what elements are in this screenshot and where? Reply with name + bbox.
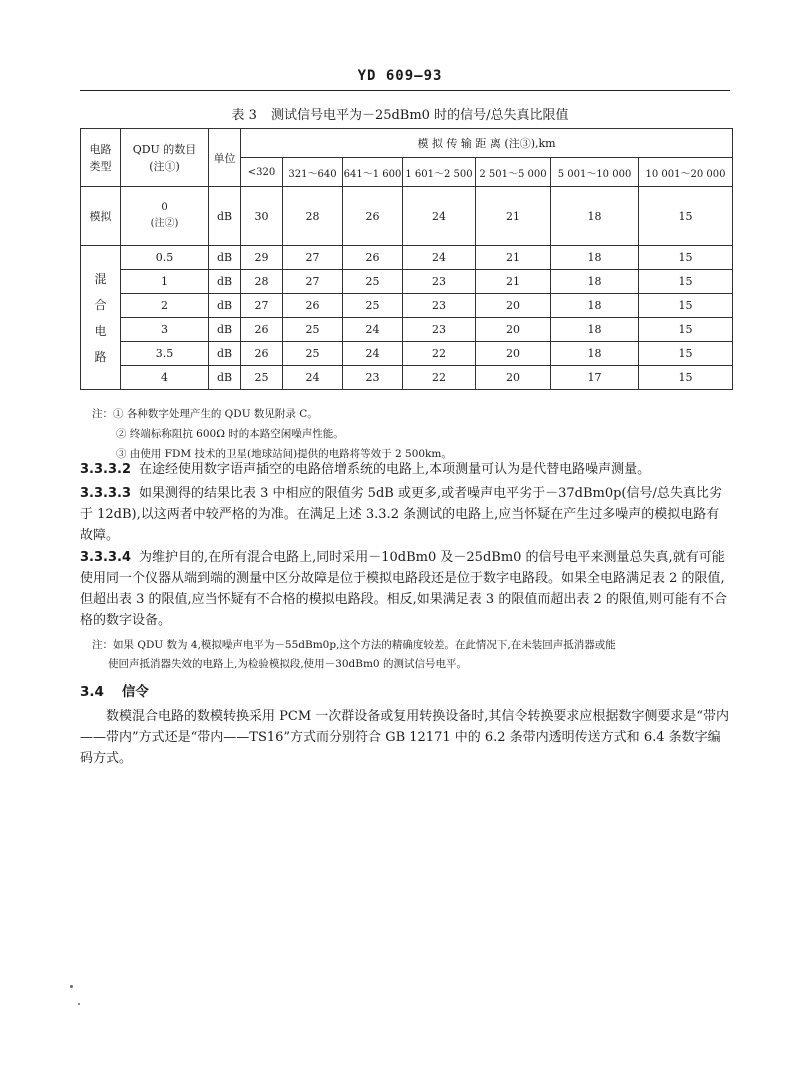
header-qdu-count: QDU 的数目 (注①)	[121, 129, 209, 187]
value-cell: 24	[403, 246, 476, 270]
value-cell: 18	[551, 318, 639, 342]
note-line: 使回声抵消器失效的电路上,为检验模拟段,使用－30dBm0 的测试信号电平。	[108, 658, 467, 670]
value-cell: 15	[639, 366, 733, 390]
circuit-type-cell: 模拟	[81, 187, 121, 246]
value-cell: 23	[343, 366, 403, 390]
unit-cell: dB	[209, 318, 241, 342]
value-cell: 26	[283, 294, 343, 318]
value-cell: 22	[403, 342, 476, 366]
note-1: 注：① 各种数字处理产生的 QDU 数见附录 C。	[92, 408, 318, 420]
value-cell: 24	[403, 187, 476, 246]
value-cell: 15	[639, 246, 733, 270]
qdu-cell: 3	[121, 318, 209, 342]
value-cell: 25	[343, 270, 403, 294]
value-cell: 15	[639, 294, 733, 318]
qdu-cell: 1	[121, 270, 209, 294]
table-row-mixed	[81, 318, 733, 342]
section-number: 3.4	[80, 684, 104, 700]
header-circuit-type: 电路 类型	[81, 129, 121, 187]
sdr-limits-table	[80, 128, 733, 390]
unit-cell: dB	[209, 246, 241, 270]
qdu-cell: 0.5	[121, 246, 209, 270]
distance-col: 641～1 600	[343, 158, 403, 187]
qdu-cell: 3.5	[121, 342, 209, 366]
value-cell: 21	[476, 246, 551, 270]
value-cell: 18	[551, 270, 639, 294]
value-cell: 26	[241, 318, 283, 342]
unit-cell: dB	[209, 342, 241, 366]
value-cell: 29	[241, 246, 283, 270]
value-cell: 18	[551, 246, 639, 270]
value-cell: 23	[403, 318, 476, 342]
qdu-cell: 0 (注②)	[121, 187, 209, 246]
value-cell: 23	[403, 270, 476, 294]
value-cell: 24	[283, 366, 343, 390]
value-cell: 26	[343, 187, 403, 246]
table-row-mixed	[81, 246, 733, 270]
value-cell: 15	[639, 318, 733, 342]
header-unit: 单位	[209, 129, 241, 187]
value-cell: 20	[476, 294, 551, 318]
table-row-mixed	[81, 294, 733, 318]
table-title	[0, 104, 800, 123]
value-cell: 17	[551, 366, 639, 390]
value-cell: 30	[241, 187, 283, 246]
mixed-circuit-label: 混 合 电 路	[81, 246, 121, 390]
section-3-4-heading	[80, 680, 149, 700]
scan-speck	[78, 1003, 80, 1005]
value-cell: 21	[476, 270, 551, 294]
value-cell: 27	[283, 270, 343, 294]
qdu-cell: 2	[121, 294, 209, 318]
qdu-cell: 4	[121, 366, 209, 390]
table-row-mixed	[81, 366, 733, 390]
table-caption: 测试信号电平为－25dBm0 时的信号/总失真比限值	[270, 108, 569, 123]
table-number: 表 3	[231, 108, 257, 123]
table-row-mixed	[81, 270, 733, 294]
scan-speck	[70, 985, 73, 988]
value-cell: 20	[476, 366, 551, 390]
distance-col: 10 001～20 000	[639, 158, 733, 187]
table-row-mixed	[81, 342, 733, 366]
value-cell: 18	[551, 342, 639, 366]
unit-cell: dB	[209, 270, 241, 294]
value-cell: 24	[343, 318, 403, 342]
value-cell: 18	[551, 294, 639, 318]
distance-col: 1 601～2 500	[403, 158, 476, 187]
section-number: 3.3.3.2	[80, 462, 131, 477]
value-cell: 25	[283, 318, 343, 342]
section-3-3-3-3	[80, 483, 732, 546]
unit-cell: dB	[209, 366, 241, 390]
section-number: 3.3.3.4	[80, 550, 131, 565]
section-text: 为维护目的,在所有混合电路上,同时采用－10dBm0 及－25dBm0 的信号电平来测量总失真,就有可能使用同一个仪器从端到端的测量中区分故障是位于模拟电路段还是位于数字电路段。如果全电路满足表 2 的限值,但超出表 3 的限值,应当怀疑有不合格的模拟电路段。相反,如果满足表 3 的限值而超出表 2 的限值,则可能有不合格的数字设备。	[80, 550, 728, 628]
section-title: 信令	[121, 684, 149, 700]
value-cell: 27	[283, 246, 343, 270]
header-rule	[80, 90, 730, 91]
value-cell: 25	[283, 342, 343, 366]
value-cell: 26	[343, 246, 403, 270]
section-3-3-3-4	[80, 547, 732, 631]
value-cell: 15	[639, 342, 733, 366]
value-cell: 27	[241, 294, 283, 318]
maintenance-note	[80, 636, 732, 674]
value-cell: 23	[403, 294, 476, 318]
section-text: 在途经使用数字语声插空的电路倍增系统的电路上,本项测量可认为是代替电路噪声测量。	[139, 462, 651, 477]
value-cell: 25	[241, 366, 283, 390]
value-cell: 20	[476, 318, 551, 342]
value-cell: 28	[241, 270, 283, 294]
distance-col: 321～640	[283, 158, 343, 187]
unit-cell: dB	[209, 187, 241, 246]
distance-col: <320	[241, 158, 283, 187]
section-number: 3.3.3.3	[80, 486, 131, 501]
value-cell: 18	[551, 187, 639, 246]
value-cell: 20	[476, 342, 551, 366]
document-code: YD 609—93	[357, 68, 443, 84]
distance-col: 5 001～10 000	[551, 158, 639, 187]
note-3: ③ 由使用 FDM 技术的卫星(地球站间)提供的电路将等效于 2 500km。	[116, 448, 452, 460]
value-cell: 21	[476, 187, 551, 246]
value-cell: 25	[343, 294, 403, 318]
value-cell: 24	[343, 342, 403, 366]
value-cell: 22	[403, 366, 476, 390]
table-notes	[92, 404, 452, 464]
header-distance: 模 拟 传 输 距 离 (注③),km	[241, 129, 733, 158]
section-text: 如果测得的结果比表 3 中相应的限值劣 5dB 或更多,或者噪声电平劣于－37dBm0p(信号/总失真比劣于 12dB),以这两者中较严格的为准。在满足上述 3.3.2 条测试的电路上,应当怀疑在产生过多噪声的模拟电路有故障。	[80, 486, 722, 543]
section-3-4-text: 数模混合电路的数模转换采用 PCM 一次群设备或复用转换设备时,其信令转换要求应根据数字侧要求是“带内——带内”方式还是“带内——TS16”方式而分别符合 GB 12171 中的 6.2 条带内透明传送方式和 6.4 条数字编码方式。	[80, 709, 730, 766]
value-cell: 15	[639, 270, 733, 294]
value-cell: 28	[283, 187, 343, 246]
distance-col: 2 501～5 000	[476, 158, 551, 187]
value-cell: 26	[241, 342, 283, 366]
note-2: ② 终端标称阻抗 600Ω 时的本路空闲噪声性能。	[116, 428, 344, 440]
unit-cell: dB	[209, 294, 241, 318]
note-line: 注：如果 QDU 数为 4,模拟噪声电平为－55dBm0p,这个方法的精确度较差。在此情况下,在未装回声抵消器或能	[92, 639, 616, 651]
section-3-3-3-2	[80, 459, 732, 480]
value-cell: 15	[639, 187, 733, 246]
table-row-analog	[81, 187, 733, 246]
